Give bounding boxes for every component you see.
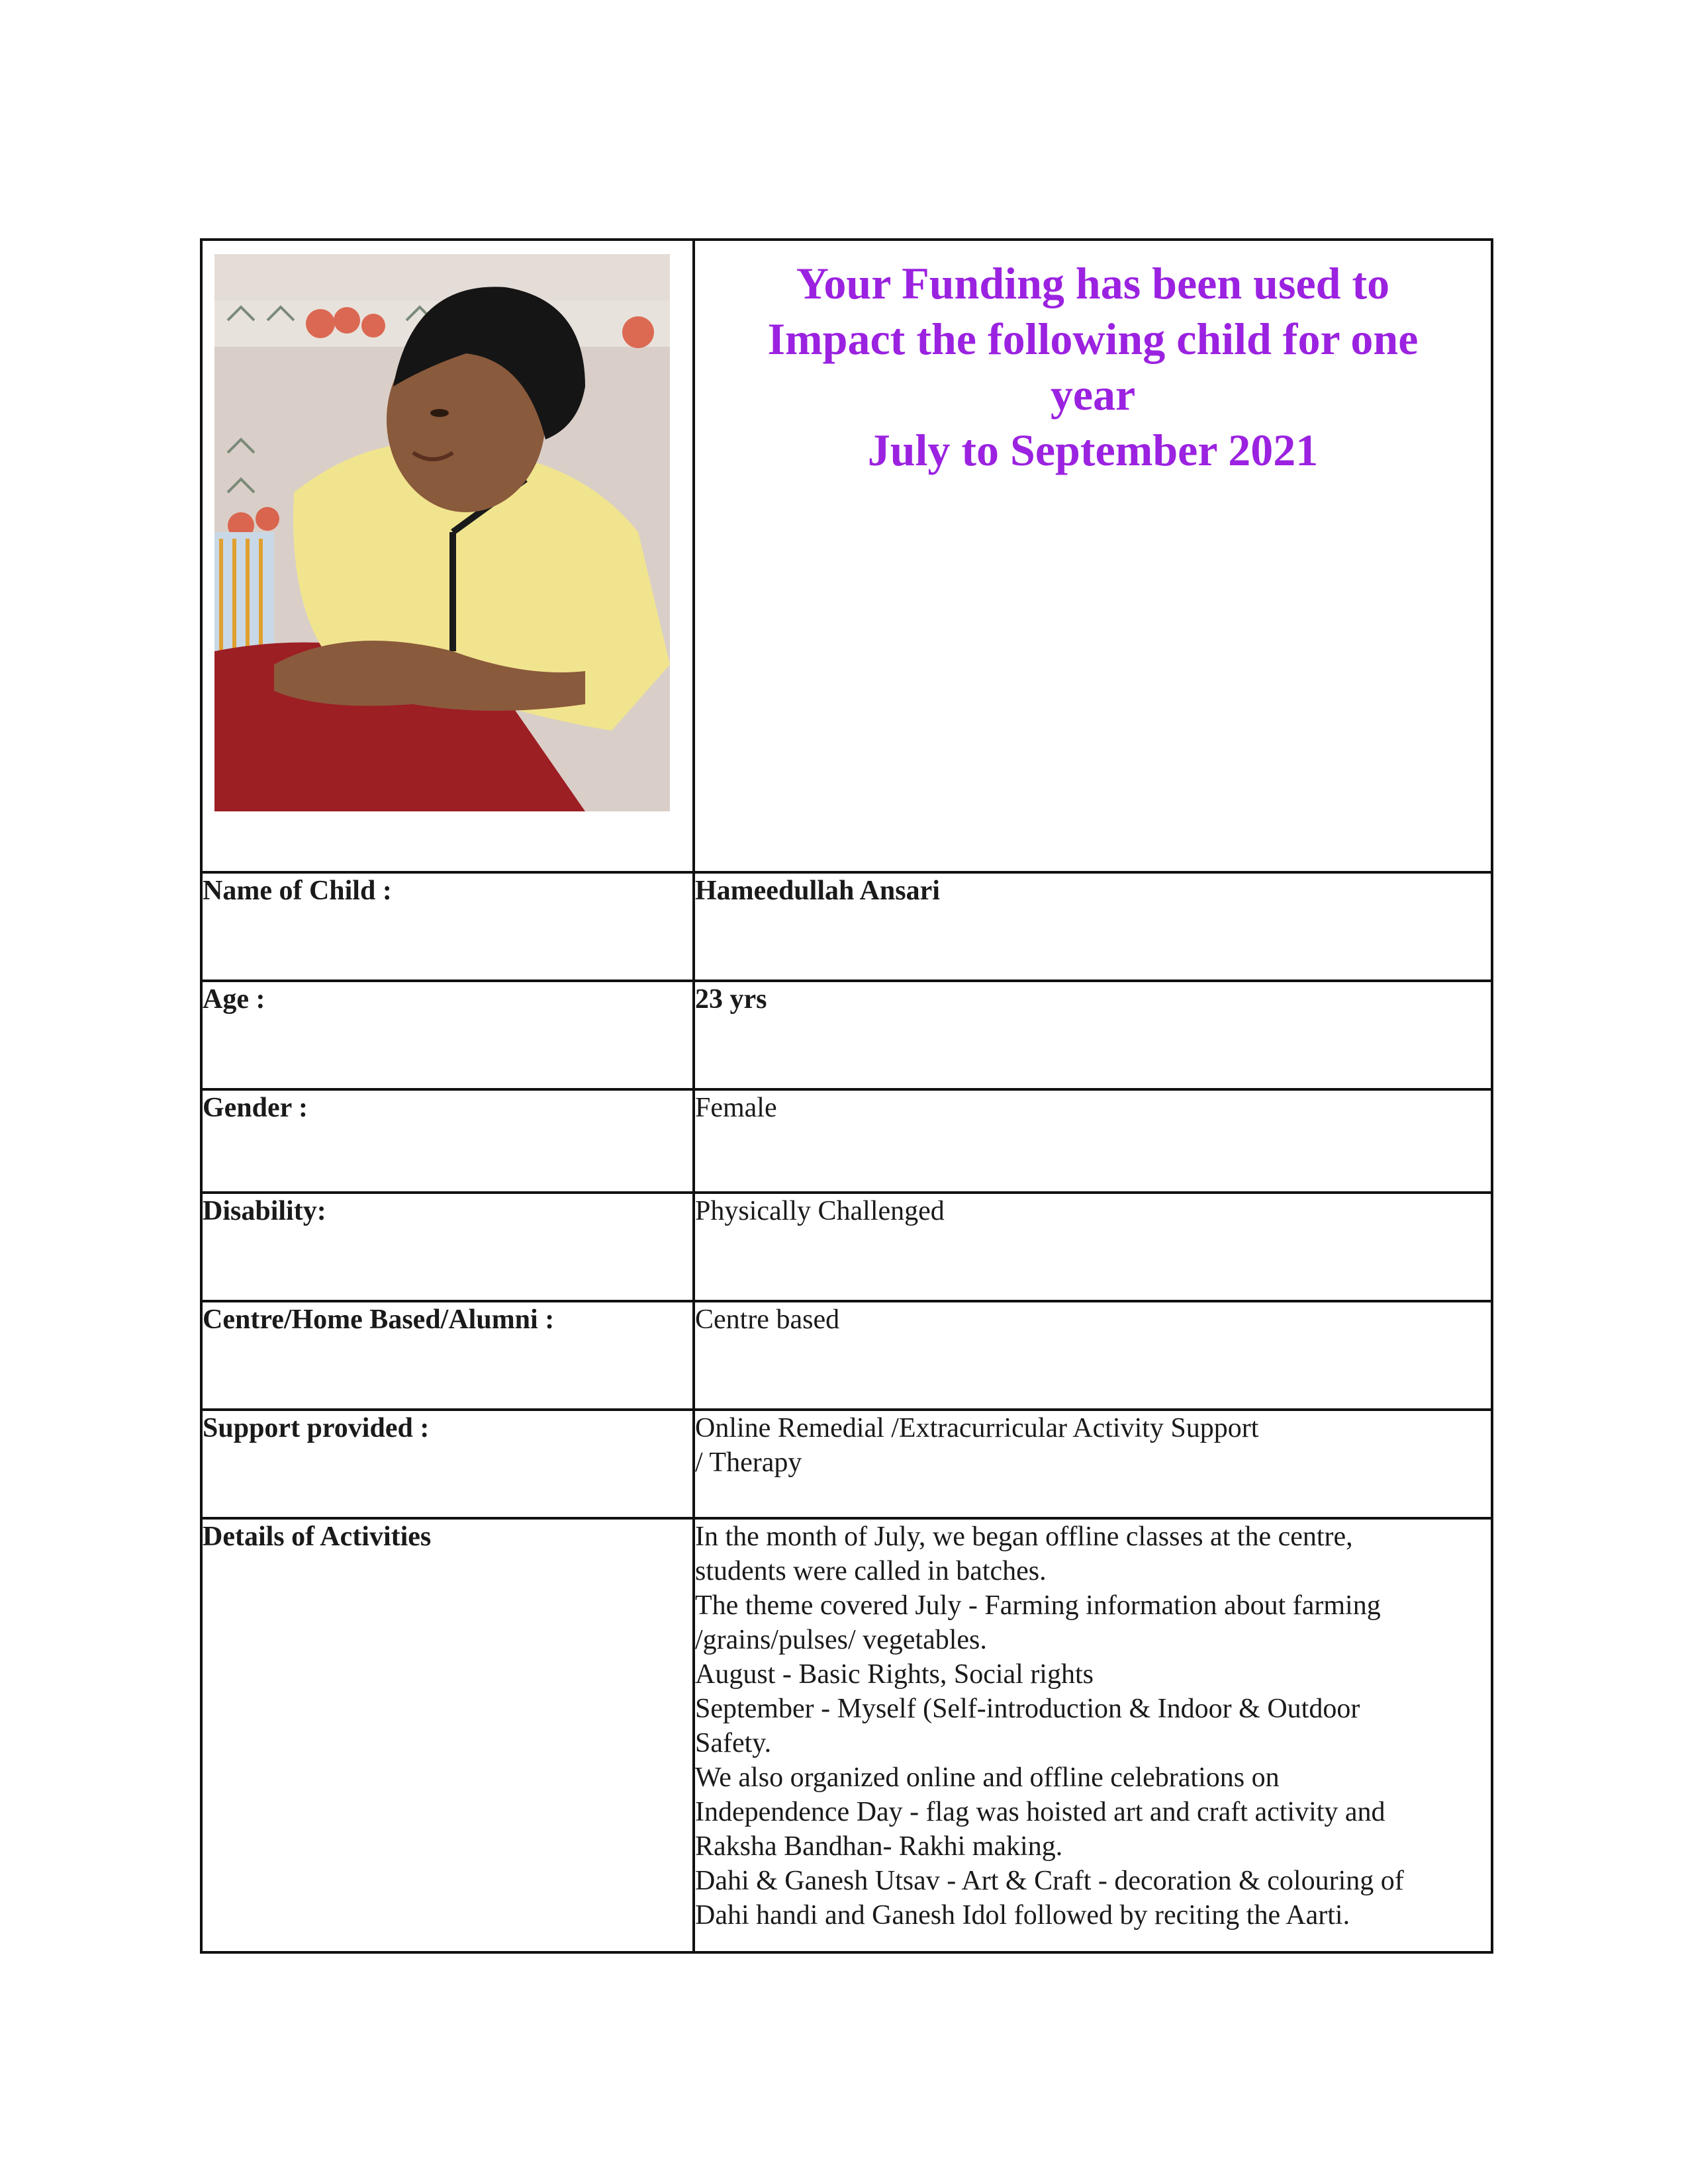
name-row [201,872,1492,981]
details-line: August - Basic Rights, Social rights [695,1659,1094,1690]
details-line: Raksha Bandhan- Rakhi making. [695,1831,1063,1862]
disability-row [201,1193,1492,1301]
photo-cell [201,240,694,872]
details-line: Independence Day - flag was hoisted art and craft activity and [695,1797,1385,1827]
header-row [201,240,1492,872]
details-line: Dahi & Ganesh Utsav - Art & Craft - decoration & colouring of [695,1866,1404,1896]
centre-label: Centre/Home Based/Alumni : [201,1301,694,1410]
age-value: 23 yrs [694,981,1492,1089]
support-label: Support provided : [201,1410,694,1518]
details-line: Safety. [695,1728,772,1758]
child-photo [214,254,670,811]
support-line: / Therapy [695,1447,802,1478]
support-line: Online Remedial /Extracurricular Activity Support [695,1413,1259,1443]
details-row [201,1518,1492,1952]
funding-title [694,240,1492,872]
details-line: We also organized online and offline celebrations on [695,1762,1280,1793]
child-impact-table [200,238,1493,1954]
centre-value: Centre based [694,1301,1492,1410]
gender-label: Gender : [201,1089,694,1193]
details-line: Dahi handi and Ganesh Idol followed by reciting the Aarti. [695,1900,1350,1931]
disability-value: Physically Challenged [694,1193,1492,1301]
gender-value: Female [694,1089,1492,1193]
title-line: Your Funding has been used to [796,258,1390,308]
child-photo-icon [214,254,670,811]
details-line: /grains/pulses/ vegetables. [695,1625,987,1655]
centre-row [201,1301,1492,1410]
disability-label: Disability: [201,1193,694,1301]
details-line: students were called in batches. [695,1556,1047,1586]
details-value [694,1518,1492,1952]
details-line: The theme covered July - Farming information about farming [695,1590,1381,1621]
title-line: Impact the following child for one [767,314,1419,364]
support-row [201,1410,1492,1518]
name-label: Name of Child : [201,872,694,981]
gender-row [201,1089,1492,1193]
age-label: Age : [201,981,694,1089]
age-row [201,981,1492,1089]
name-value: Hameedullah Ansari [694,872,1492,981]
details-line: September - Myself (Self-introduction & Indoor & Outdoor [695,1694,1360,1724]
title-line: year [1050,369,1136,420]
details-line: In the month of July, we began offline classes at the centre, [695,1522,1353,1552]
title-period: July to September 2021 [867,425,1319,475]
support-value [694,1410,1492,1518]
details-label: Details of Activities [201,1518,694,1952]
